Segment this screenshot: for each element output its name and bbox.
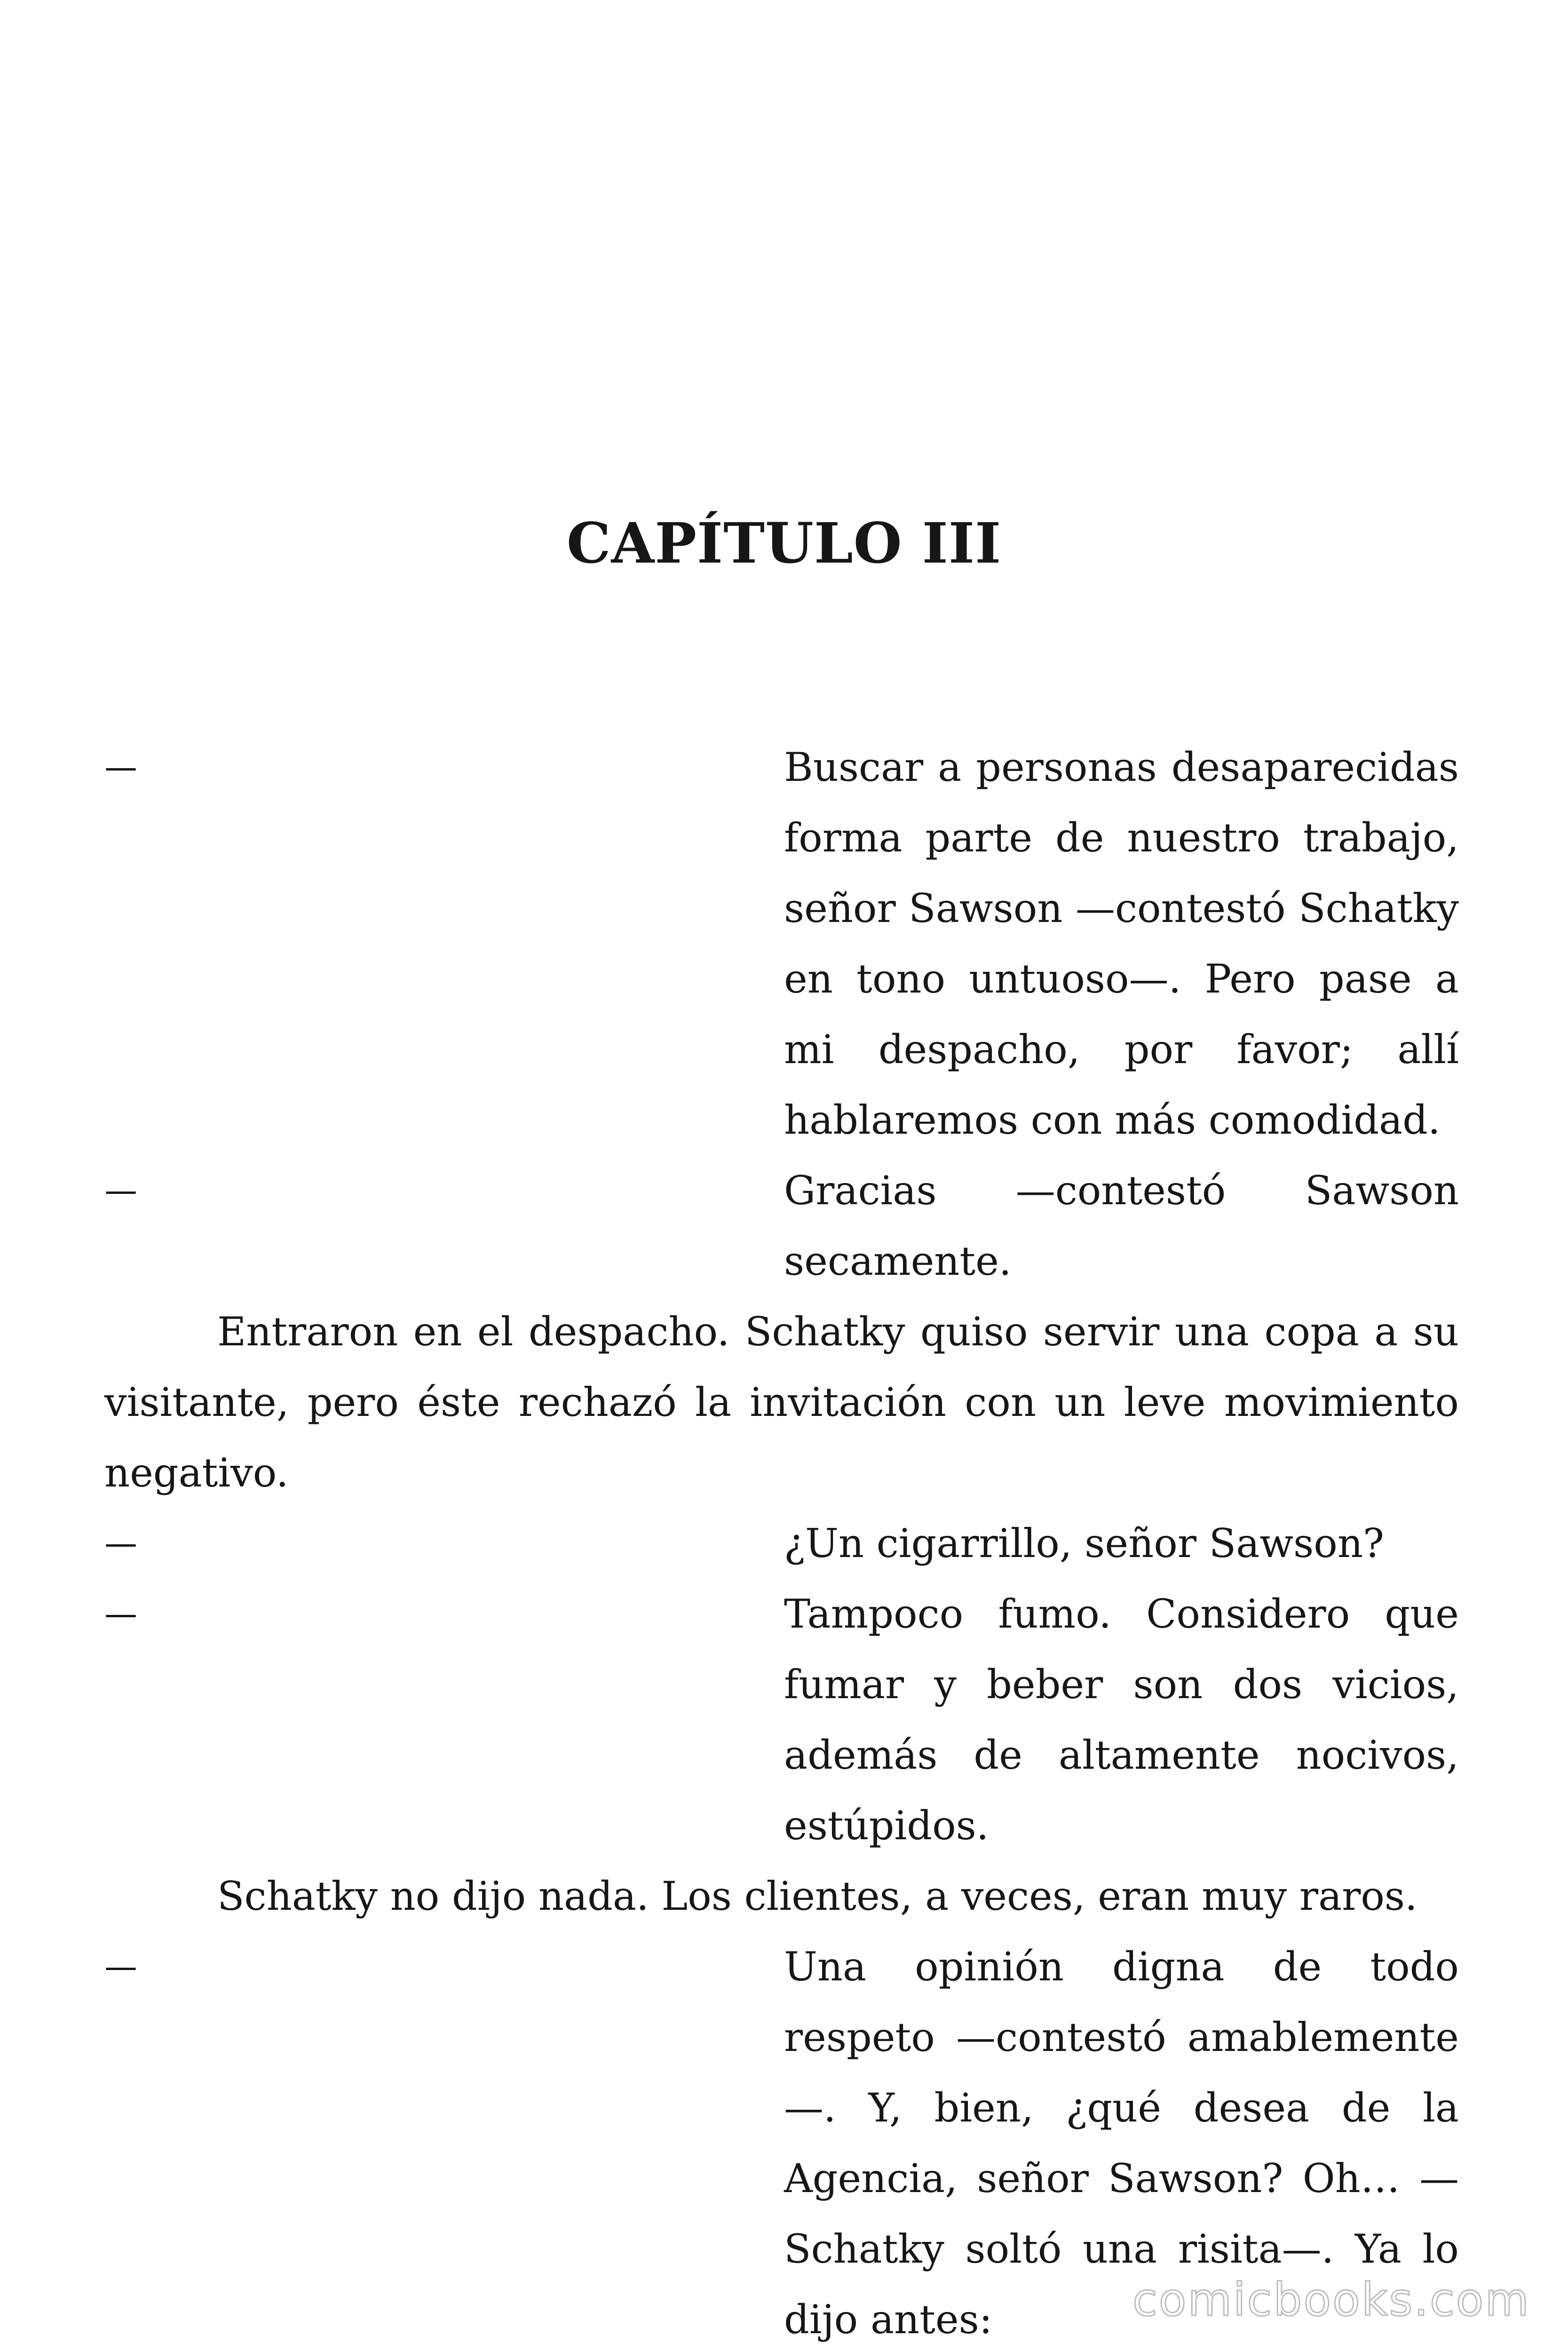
dialogue-line xyxy=(104,1508,1459,1579)
dialogue-dash: — xyxy=(104,1595,137,1633)
dialogue-text: ¿Un cigarrillo, señor Sawson? xyxy=(784,1520,1384,1566)
chapter-body xyxy=(104,732,1459,2352)
dialogue-text: Gracias —contestó Sawson secamente. xyxy=(784,1168,1459,1284)
chapter-title: CAPÍTULO III xyxy=(566,510,1002,576)
dialogue-dash: — xyxy=(104,1947,137,1986)
watermark: comicbooks.com xyxy=(1132,2273,1530,2326)
dialogue-text: Tampoco fumo. Considero que fumar y beber son dos vicios, además de altamente nocivos, estúpidos. xyxy=(784,1591,1459,1849)
dialogue-dash: — xyxy=(104,1524,137,1563)
dialogue-dash: — xyxy=(104,748,137,787)
dialogue-line xyxy=(104,1155,1459,1296)
dialogue-dash: — xyxy=(104,1171,137,1210)
dialogue-line xyxy=(104,1579,1459,1861)
dialogue-text: Una opinión digna de todo respeto —contestó amablemente—. Y, bien, ¿qué desea de la Agencia, señor Sawson? Oh… —Schatky soltó una risita—. Ya lo dijo antes: xyxy=(784,1944,1459,2343)
dialogue-line xyxy=(104,732,1459,1155)
dialogue-text: Buscar a personas desaparecidas forma parte de nuestro trabajo, señor Sawson —contestó Schatky en tono untuoso—. Pero pase a mi despacho, por favor; allí hablaremos con más comodidad. xyxy=(784,744,1459,1143)
narrative-paragraph: Entraron en el despacho. Schatky quiso servir una copa a su visitante, pero éste rechazó la invitación con un leve movimiento negativo. xyxy=(104,1309,1459,1496)
narrative-paragraph: Schatky no dijo nada. Los clientes, a veces, eran muy raros. xyxy=(217,1873,1418,1919)
